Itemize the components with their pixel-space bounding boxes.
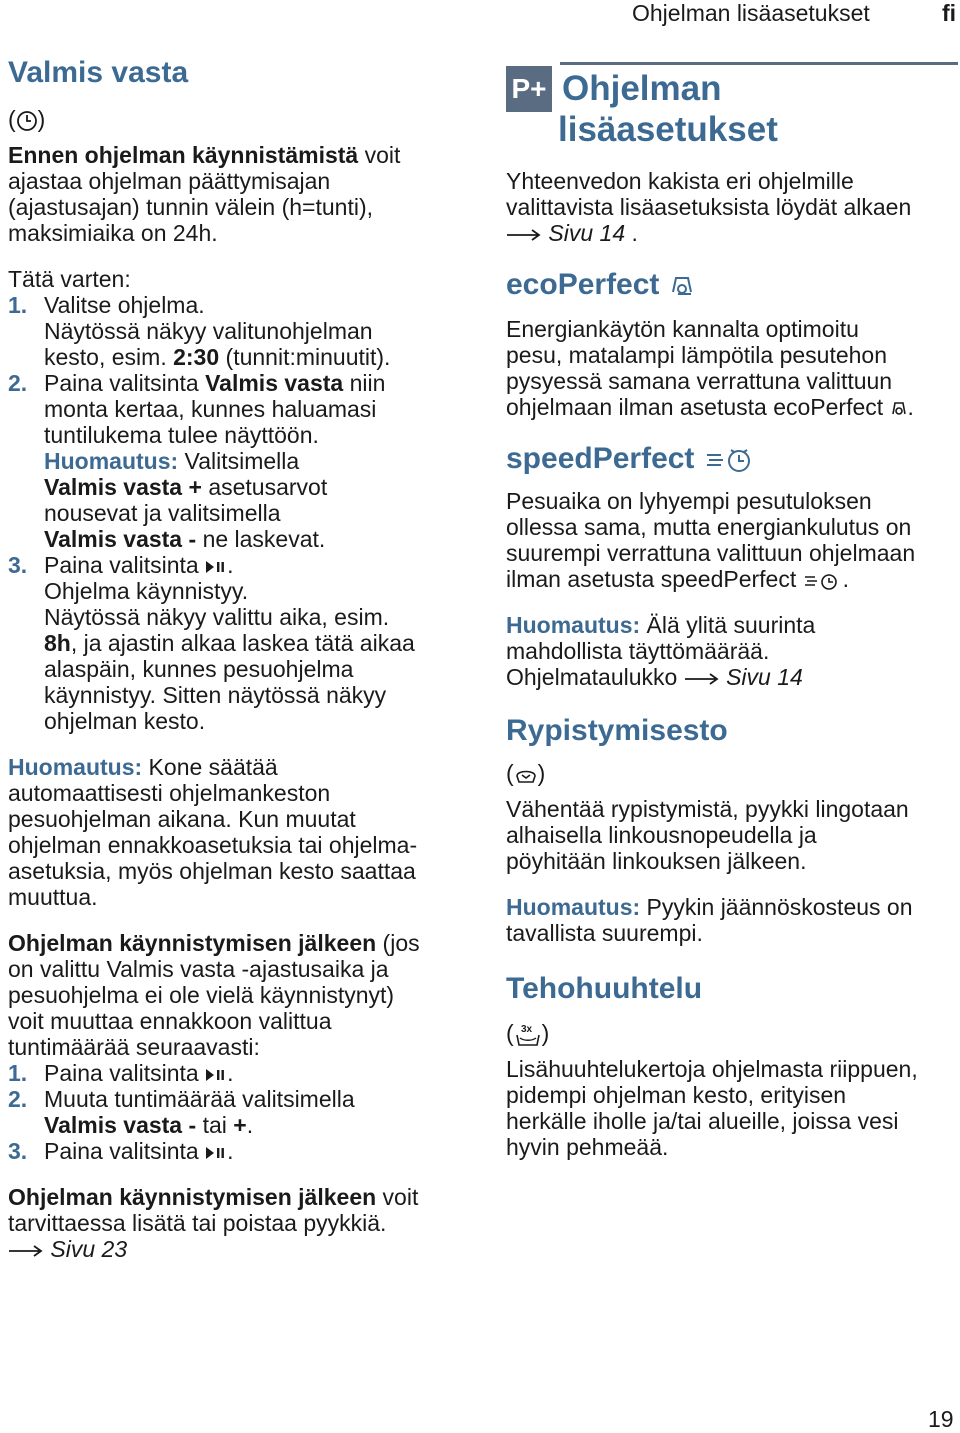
section-title-line-1: Ohjelman (562, 69, 722, 108)
after-step-3: 3. Paina valitsinta . (8, 1138, 234, 1164)
section-title-valmis-vasta: Valmis vasta (8, 56, 189, 89)
speed-perfect-text: Pesuaika on lyhyempi pesutuloksen ollessa sama, mutta energiankulutus on suurempi verrattuna valittuun ohjelmaan ilman asetusta speedPerfect . (506, 488, 916, 592)
eco-perfect-icon (890, 399, 908, 419)
intro-paragraph: Yhteenvedon kakista eri ohjelmille valittavista lisäasetuksista löydät alkaen Sivu 14 . (506, 168, 912, 246)
section-title-line-2: lisäasetukset (558, 110, 778, 149)
after-step-1: 1. Paina valitsinta . (8, 1060, 234, 1086)
tehohuuhtelu-title: Tehohuuhtelu (506, 972, 703, 1005)
speed-perfect-icon (803, 570, 843, 592)
after-start-paragraph: Ohjelman käynnistymisen jälkeen (jos on valittu Valmis vasta -ajastusaika ja pesuohjelma ei ole vielä käynnistynyt) voit muuttaa ennakkoon valittua tuntimäärää seuraavasti: (8, 930, 420, 1060)
eco-perfect-text: Energiankäytön kannalta optimoitu pesu, matalampi lämpötila pesutehon pysyessä samana verrattuna valittuun ohjelmaan ilman asetusta ecoPerfect . (506, 316, 914, 420)
note-moisture: Huomautus: Pyykin jäännöskosteus on tavallista suurempi. (506, 894, 913, 946)
note-label: Huomautus: (506, 894, 641, 920)
p-plus-badge-icon: P+ (506, 66, 552, 112)
page-reference-link[interactable]: Sivu 14 (548, 220, 626, 246)
right-column (506, 62, 958, 1160)
note-label: Huomautus: (44, 448, 179, 474)
clock-icon (16, 110, 38, 132)
clock-symbol-line: ( ) (8, 106, 46, 132)
rypistymisesto-text: Vähentää rypistymistä, pyykki lingotaan alhaisella linkousnopeudella ja pöyhitään linkouksen jälkeen. (506, 796, 909, 874)
language-code: fi (942, 0, 957, 26)
eco-perfect-title: ecoPerfect (506, 268, 958, 302)
tata-varten: Tätä varten: (8, 266, 131, 292)
start-pause-icon (205, 559, 227, 575)
step-2: 2. Paina valitsinta Valmis vasta niin monta kertaa, kunnes haluamasi tuntilukema tulee näyttöön. Huomautus: Valitsimella Valmis vasta + asetusarvot nousevat ja valitsimella Valmis vasta - ne laskevat. (8, 370, 386, 552)
start-pause-icon (205, 1145, 227, 1161)
arrow-right-icon (506, 228, 542, 242)
svg-text:3x: 3x (520, 1023, 532, 1035)
anti-crease-icon (514, 764, 538, 786)
add-remove-laundry-paragraph: Ohjelman käynnistymisen jälkeen voit tarvittaessa lisätä tai poistaa pyykkiä. Sivu 23 (8, 1184, 419, 1262)
speed-perfect-icon (703, 445, 757, 475)
extra-rinse-symbol-line: ( 3x ) (506, 1020, 550, 1046)
arrow-right-icon (8, 1244, 44, 1258)
speed-perfect-title: speedPerfect (506, 442, 958, 476)
page-reference-link[interactable]: Sivu 14 (726, 664, 803, 690)
extra-rinse-icon (514, 1022, 542, 1048)
page-reference-link[interactable]: Sivu 23 (50, 1236, 128, 1262)
left-column (8, 56, 478, 1262)
page-number: 19 (928, 1406, 954, 1432)
eco-perfect-icon (668, 272, 696, 300)
note-automatic: Huomautus: Kone säätää automaattisesti ohjelmankeston pesuohjelman aikana. Kun muutat ohjelman ennakkoasetuksia tai ohjelma- asetuksia, myös ohjelman kesto saattaa muuttua. (8, 754, 418, 910)
running-header: Ohjelman lisäasetukset (632, 0, 870, 26)
step-3: 3. Paina valitsinta . Ohjelma käynnistyy. Näytössä näkyy valittu aika, esim. 8h, ja ajastin alkaa laskea tätä aikaa alaspäin, kunnes pesuohjelma käynnistyy. Sitten näytössä näkyy ohjelman kesto. (8, 552, 415, 734)
title-rule (560, 62, 958, 65)
step-1: 1. Valitse ohjelma. Näytössä näkyy valitunohjelman kesto, esim. 2:30 (tunnit:minuutit). (8, 292, 391, 370)
after-step-2: 2. Muuta tuntimäärää valitsimella Valmis vasta - tai +. (8, 1086, 355, 1138)
rypistymisesto-title: Rypistymisesto (506, 714, 728, 747)
arrow-right-icon (684, 672, 720, 686)
start-pause-icon (205, 1067, 227, 1083)
tehohuuhtelu-text: Lisähuuhtelukertoja ohjelmasta riippuen, pidempi ohjelman kesto, erityisen herkälle iholle ja/tai alueille, joissa vesi hyvin pehmeää. (506, 1055, 918, 1160)
intro-paragraph: Ennen ohjelman käynnistämistä voit ajastaa ohjelman päättymisajan (ajastusajan) tunnin välein (h=tunti), maksimiaika on 24h. (8, 142, 401, 246)
note-label: Huomautus: (8, 754, 143, 780)
note-label: Huomautus: (506, 612, 641, 638)
note-max-load: Huomautus: Älä ylitä suurinta mahdollista täyttömäärää. Ohjelmataulukko Sivu 14 (506, 612, 816, 690)
anti-crease-symbol-line: ( ) (506, 760, 546, 786)
